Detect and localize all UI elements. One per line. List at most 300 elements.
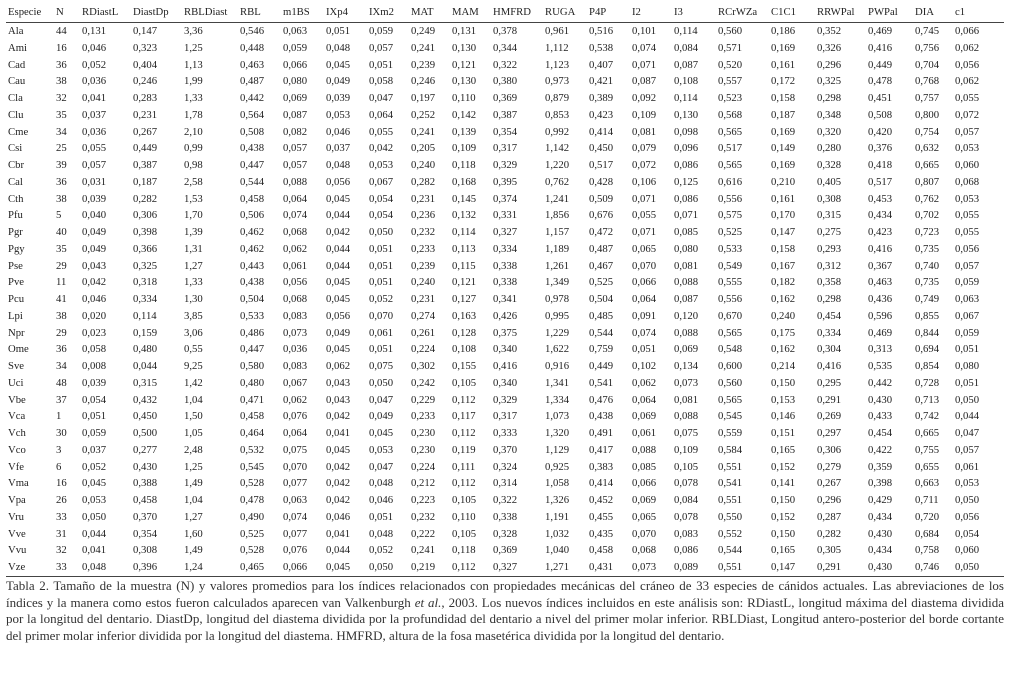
table-cell: 0,720 [915, 510, 940, 523]
table-cell: 0,464 [240, 427, 265, 439]
table-cell: 26 [56, 494, 67, 506]
table-cell: 1,04 [184, 393, 203, 406]
table-cell: 0,246 [133, 75, 158, 88]
table-cell: 0,568 [718, 108, 743, 121]
table-cell: 0,490 [240, 510, 265, 523]
table-cell: 0,269 [817, 410, 842, 423]
table-cell: 0,616 [718, 175, 743, 188]
table-cell: 0,291 [817, 561, 842, 573]
table-cell: 0,085 [674, 226, 699, 238]
table-cell: 0,170 [771, 209, 796, 222]
table-cell: 0,068 [632, 544, 657, 557]
table-cell: 0,075 [674, 427, 699, 439]
table-cell: 0,088 [674, 326, 699, 339]
table-cell: 0,728 [915, 376, 940, 389]
table-cell: 1,058 [545, 477, 570, 490]
table-cell: 0,853 [545, 108, 570, 121]
table-cell: 0,047 [369, 393, 394, 406]
table-cell: 0,168 [452, 175, 477, 188]
table-cell: 0,684 [915, 527, 940, 540]
table-cell: 0,768 [915, 75, 940, 88]
table-cell: 0,584 [718, 443, 743, 456]
species-cell: Vbe [8, 393, 26, 406]
table-cell: 0,549 [718, 259, 743, 272]
table-cell: 1,261 [545, 259, 570, 272]
table-cell: 0,101 [632, 25, 657, 37]
table-row [6, 492, 1004, 509]
table-cell: 0,112 [452, 427, 476, 439]
table-cell: 0,085 [632, 460, 657, 473]
table-cell: 0,369 [493, 92, 518, 104]
table-row [6, 224, 1004, 241]
table-cell: 0,057 [955, 443, 980, 456]
table-cell: 0,071 [632, 58, 657, 71]
table-cell: 0,050 [955, 494, 980, 506]
table-cell: 0,423 [868, 226, 893, 238]
table-cell: 0,084 [674, 41, 699, 54]
table-cell: 0,327 [493, 561, 518, 573]
column-header: RCrWZa [718, 6, 758, 18]
table-row [6, 308, 1004, 325]
table-cell: 0,565 [718, 326, 743, 339]
species-cell: Cme [8, 125, 29, 138]
table-cell: 0,261 [411, 326, 436, 339]
table-cell: 0,080 [674, 242, 699, 255]
table-cell: 0,042 [326, 494, 351, 506]
table-cell: 0,008 [82, 360, 107, 372]
table-cell: 0,077 [283, 527, 308, 540]
table-cell: 25 [56, 142, 67, 155]
table-cell: 0,079 [632, 142, 657, 155]
table-cell: 0,147 [771, 561, 796, 573]
table-cell: 0,462 [240, 226, 265, 238]
table-cell: 0,084 [674, 494, 699, 506]
table-cell: 0,241 [411, 544, 436, 557]
table-cell: 0,056 [326, 309, 351, 322]
table-cell: 0,432 [133, 393, 158, 406]
table-cell: 0,070 [369, 309, 394, 322]
table-cell: 0,069 [632, 494, 657, 506]
table-cell: 0,504 [589, 293, 614, 305]
table-cell: 0,108 [452, 343, 477, 356]
table-cell: 0,112 [452, 393, 476, 406]
species-cell: Pgr [8, 226, 23, 238]
table-cell: 0,130 [674, 108, 699, 121]
table-cell: 0,041 [326, 527, 351, 540]
table-cell: 0,042 [369, 142, 394, 155]
table-cell: 0,112 [452, 561, 476, 573]
table-cell: 0,163 [452, 309, 477, 322]
table-cell: 0,438 [240, 276, 265, 289]
table-cell: 0,088 [632, 443, 657, 456]
table-cell: 0,506 [240, 209, 265, 222]
table-cell: 38 [56, 75, 67, 88]
table-cell: 3,36 [184, 25, 203, 37]
table-cell: 0,454 [817, 309, 842, 322]
table-cell: 0,282 [133, 192, 158, 205]
table-cell: 0,075 [283, 443, 308, 456]
table-cell: 0,304 [817, 343, 842, 356]
table-cell: 0,428 [589, 175, 614, 188]
table-cell: 1,70 [184, 209, 203, 222]
table-cell: 0,087 [674, 58, 699, 71]
table-row [6, 241, 1004, 258]
table-cell: 1,189 [545, 242, 570, 255]
table-cell: 0,050 [955, 561, 980, 573]
table-cell: 0,467 [589, 259, 614, 272]
table-cell: 0,274 [411, 309, 436, 322]
table-cell: 0,064 [369, 108, 394, 121]
table-cell: 0,420 [868, 125, 893, 138]
table-cell: 0,061 [283, 259, 308, 272]
species-cell: Vvu [8, 544, 27, 557]
table-cell: 0,114 [674, 25, 698, 37]
table-cell: 0,855 [915, 309, 940, 322]
table-cell: 0,036 [82, 75, 107, 88]
table-cell: 0,118 [452, 159, 476, 171]
table-cell: 0,120 [674, 309, 699, 322]
table-cell: 0,442 [868, 376, 893, 389]
table-row [6, 291, 1004, 308]
table-cell: 0,056 [326, 175, 351, 188]
table-cell: 0,067 [369, 175, 394, 188]
table-cell: 1,856 [545, 209, 570, 222]
table-cell: 0,062 [326, 360, 351, 372]
table-cell: 0,051 [955, 343, 980, 356]
table-cell: 0,560 [718, 25, 743, 37]
table-row [6, 57, 1004, 74]
table-cell: 0,556 [718, 192, 743, 205]
table-cell: 0,236 [411, 209, 436, 222]
table-cell: 0,165 [771, 443, 796, 456]
table-cell: 0,231 [411, 192, 436, 205]
table-cell: 0,057 [283, 159, 308, 171]
species-cell: Lpi [8, 309, 23, 322]
table-cell: 0,223 [411, 494, 436, 506]
table-cell: 0,325 [817, 75, 842, 88]
table-cell: 0,152 [771, 460, 796, 473]
table-cell: 0,525 [240, 527, 265, 540]
table-cell: 0,55 [184, 343, 203, 356]
table-cell: 0,463 [240, 58, 265, 71]
table-cell: 0,704 [915, 58, 940, 71]
table-cell: 0,054 [955, 527, 980, 540]
table-cell: 0,528 [240, 544, 265, 557]
table-cell: 1,271 [545, 561, 570, 573]
table-cell: 0,458 [240, 410, 265, 423]
table-cell: 0,110 [452, 92, 476, 104]
table-cell: 0,115 [452, 259, 476, 272]
table-cell: 1,31 [184, 242, 203, 255]
table-cell: 0,354 [133, 527, 158, 540]
table-cell: 0,051 [369, 58, 394, 71]
table-cell: 0,323 [133, 41, 158, 54]
table-cell: 0,039 [326, 92, 351, 104]
table-cell: 0,992 [545, 125, 570, 138]
table-cell: 0,044 [326, 209, 351, 222]
table-cell: 0,405 [817, 175, 842, 188]
species-cell: Vch [8, 427, 26, 439]
table-cell: 0,315 [133, 376, 158, 389]
table-cell: 0,517 [589, 159, 614, 171]
table-cell: 0,267 [817, 477, 842, 490]
table-cell: 0,418 [868, 159, 893, 171]
table-row [6, 358, 1004, 375]
table-cell: 0,378 [493, 25, 518, 37]
table-cell: 0,564 [240, 108, 265, 121]
table-cell: 0,051 [369, 259, 394, 272]
table-cell: 0,242 [411, 376, 436, 389]
table-cell: 0,050 [369, 226, 394, 238]
table-cell: 0,051 [955, 376, 980, 389]
table-cell: 0,369 [493, 544, 518, 557]
species-cell: Ome [8, 343, 29, 356]
table-cell: 0,105 [452, 494, 477, 506]
table-cell: 0,327 [493, 226, 518, 238]
table-cell: 0,414 [589, 477, 614, 490]
table-cell: 1,39 [184, 226, 203, 238]
table-cell: 0,451 [868, 92, 893, 104]
table-cell: 0,99 [184, 142, 203, 155]
table-cell: 0,064 [632, 393, 657, 406]
table-cell: 1,42 [184, 376, 203, 389]
table-cell: 0,205 [411, 142, 436, 155]
table-cell: 0,322 [493, 58, 518, 71]
table-cell: 0,063 [283, 25, 308, 37]
table-cell: 1,032 [545, 527, 570, 540]
table-cell: 0,053 [955, 142, 980, 155]
table-cell: 0,219 [411, 561, 436, 573]
table-cell: 1,24 [184, 561, 203, 573]
table-cell: 0,049 [326, 75, 351, 88]
table-cell: 0,042 [82, 276, 107, 289]
table-cell: 0,045 [326, 192, 351, 205]
table-cell: 5 [56, 209, 62, 222]
table-cell: 0,480 [133, 343, 158, 356]
table-cell: 0,396 [133, 561, 158, 573]
table-cell: 0,430 [868, 393, 893, 406]
column-header: RRWPal [817, 6, 855, 18]
table-cell: 0,454 [868, 427, 893, 439]
table-cell: 0,398 [868, 477, 893, 490]
table-cell: 0,745 [915, 25, 940, 37]
table-cell: 0,071 [632, 226, 657, 238]
table-cell: 0,438 [589, 410, 614, 423]
table-cell: 0,476 [589, 393, 614, 406]
column-header: PWPal [868, 6, 898, 18]
table-cell: 0,338 [493, 510, 518, 523]
table-cell: 1,25 [184, 41, 203, 54]
table-cell: 0,042 [326, 460, 351, 473]
species-cell: Pfu [8, 209, 23, 222]
table-cell: 0,020 [82, 309, 107, 322]
table-cell: 0,046 [326, 510, 351, 523]
table-cell: 0,279 [817, 460, 842, 473]
table-cell: 0,049 [326, 326, 351, 339]
table-cell: 0,044 [133, 360, 158, 372]
table-cell: 0,112 [452, 477, 476, 490]
table-cell: 0,702 [915, 209, 940, 222]
table-cell: 0,533 [240, 309, 265, 322]
table-cell: 0,306 [817, 443, 842, 456]
table-cell: 0,169 [771, 41, 796, 54]
table-cell: 0,055 [632, 209, 657, 222]
table-cell: 0,114 [452, 226, 476, 238]
table-cell: 0,230 [411, 427, 436, 439]
table-cell: 0,291 [817, 393, 842, 406]
species-cell: Pcu [8, 293, 25, 305]
table-cell: 0,241 [411, 41, 436, 54]
table-cell: 0,070 [632, 527, 657, 540]
table-cell: 0,055 [955, 209, 980, 222]
table-cell: 0,338 [493, 276, 518, 289]
table-cell: 0,131 [82, 25, 107, 37]
table-cell: 0,340 [493, 376, 518, 389]
table-cell: 0,525 [589, 276, 614, 289]
table-cell: 0,054 [82, 393, 107, 406]
table-cell: 0,187 [133, 175, 158, 188]
table-cell: 0,063 [283, 494, 308, 506]
table-cell: 0,042 [326, 410, 351, 423]
table-cell: 0,544 [240, 175, 265, 188]
table-cell: 0,438 [240, 142, 265, 155]
table-cell: 0,231 [411, 293, 436, 305]
table-cell: 0,070 [632, 259, 657, 272]
table-cell: 0,105 [452, 376, 477, 389]
species-cell: Cla [8, 92, 23, 104]
table-cell: 0,298 [817, 92, 842, 104]
table-cell: 44 [56, 25, 67, 37]
table-cell: 0,344 [493, 41, 518, 54]
table-cell: 0,052 [82, 460, 107, 473]
table-cell: 36 [56, 58, 67, 71]
table-cell: 0,520 [718, 58, 743, 71]
table-cell: 1,27 [184, 259, 203, 272]
table-cell: 0,295 [817, 376, 842, 389]
table-cell: 0,114 [133, 309, 157, 322]
table-cell: 0,053 [955, 477, 980, 490]
table-cell: 0,076 [283, 410, 308, 423]
table-cell: 0,072 [632, 159, 657, 171]
table-cell: 1,341 [545, 376, 570, 389]
table-cell: 0,161 [771, 58, 796, 71]
table-cell: 0,287 [817, 510, 842, 523]
table-cell: 35 [56, 108, 67, 121]
table-cell: 38 [56, 192, 67, 205]
table-cell: 0,169 [771, 159, 796, 171]
table-cell: 0,182 [771, 276, 796, 289]
table-caption [6, 578, 1004, 644]
table-cell: 0,544 [589, 326, 614, 339]
table-cell: 0,071 [632, 192, 657, 205]
column-header: RBLDiast [184, 6, 228, 18]
table-cell: 0,462 [240, 242, 265, 255]
table-cell: 0,665 [915, 159, 940, 171]
table-cell: 0,073 [283, 326, 308, 339]
table-cell: 0,757 [915, 92, 940, 104]
table-cell: 0,158 [771, 92, 796, 104]
table-cell: 0,735 [915, 242, 940, 255]
table-cell: 0,071 [674, 209, 699, 222]
species-cell: Cbr [8, 159, 25, 171]
table-cell: 1,60 [184, 527, 203, 540]
table-cell: 0,416 [868, 242, 893, 255]
table-cell: 0,807 [915, 175, 940, 188]
table-cell: 0,376 [868, 142, 893, 155]
table-cell: 0,541 [589, 376, 614, 389]
table-cell: 0,077 [283, 477, 308, 490]
table-cell: 1,30 [184, 293, 203, 305]
table-cell: 0,239 [411, 58, 436, 71]
column-header: IXp4 [326, 6, 348, 18]
table-cell: 0,044 [326, 259, 351, 272]
table-cell: 0,162 [771, 343, 796, 356]
table-cell: 0,081 [674, 393, 699, 406]
table-cell: 0,749 [915, 293, 940, 305]
table-cell: 0,066 [955, 25, 980, 37]
table-cell: 0,080 [955, 360, 980, 372]
table-cell: 0,280 [817, 142, 842, 155]
table-cell: 0,655 [915, 460, 940, 473]
table-cell: 0,065 [632, 242, 657, 255]
table-cell: 0,326 [817, 41, 842, 54]
table-cell: 0,057 [955, 125, 980, 138]
table-cell: 0,395 [493, 175, 518, 188]
table-cell: 0,053 [955, 192, 980, 205]
table-cell: 0,240 [411, 159, 436, 171]
table-cell: 0,147 [133, 25, 158, 37]
table-cell: 0,329 [493, 393, 518, 406]
table-cell: 0,066 [283, 561, 308, 573]
species-cell: Cth [8, 192, 24, 205]
table-cell: 0,544 [718, 544, 743, 557]
table-cell: 0,067 [283, 376, 308, 389]
table-cell: 9,25 [184, 360, 203, 372]
table-cell: 0,121 [452, 58, 477, 71]
table-cell: 0,844 [915, 326, 940, 339]
table-cell: 0,329 [493, 159, 518, 171]
table-cell: 0,058 [369, 75, 394, 88]
table-cell: 0,139 [452, 125, 477, 138]
table-cell: 0,241 [411, 125, 436, 138]
table-cell: 0,086 [674, 192, 699, 205]
table-cell: 0,059 [369, 25, 394, 37]
table-cell: 0,045 [326, 561, 351, 573]
table-row [6, 40, 1004, 57]
table-cell: 0,416 [493, 360, 518, 372]
caption-text-start: Tabla 2. Tamaño de la muestra (N) y valores promedios para los índices relacionados con propiedades mecánicas del cráneo de 33 especies de cánidos actuales. Las abreviaciones de los índices y la manera como estos fueron calculados aparecen van Valkenburgh [6, 578, 1004, 610]
table-cell: 1,49 [184, 477, 203, 490]
table-cell: 0,069 [674, 343, 699, 356]
table-cell: 0,057 [369, 41, 394, 54]
table-cell: 0,388 [133, 477, 158, 490]
table-cell: 0,044 [955, 410, 980, 423]
table-cell: 0,879 [545, 92, 570, 104]
table-cell: 0,458 [240, 192, 265, 205]
table-cell: 0,517 [718, 142, 743, 155]
table-cell: 0,040 [82, 209, 107, 222]
table-cell: 0,421 [589, 75, 614, 88]
table-cell: 16 [56, 477, 67, 490]
table-cell: 0,051 [82, 410, 107, 423]
table-cell: 0,233 [411, 242, 436, 255]
table-cell: 0,089 [674, 561, 699, 573]
table-cell: 0,551 [718, 494, 743, 506]
table-cell: 0,052 [369, 544, 394, 557]
table-row [6, 73, 1004, 90]
table-cell: 0,037 [82, 108, 107, 121]
table-cell: 31 [56, 527, 67, 540]
